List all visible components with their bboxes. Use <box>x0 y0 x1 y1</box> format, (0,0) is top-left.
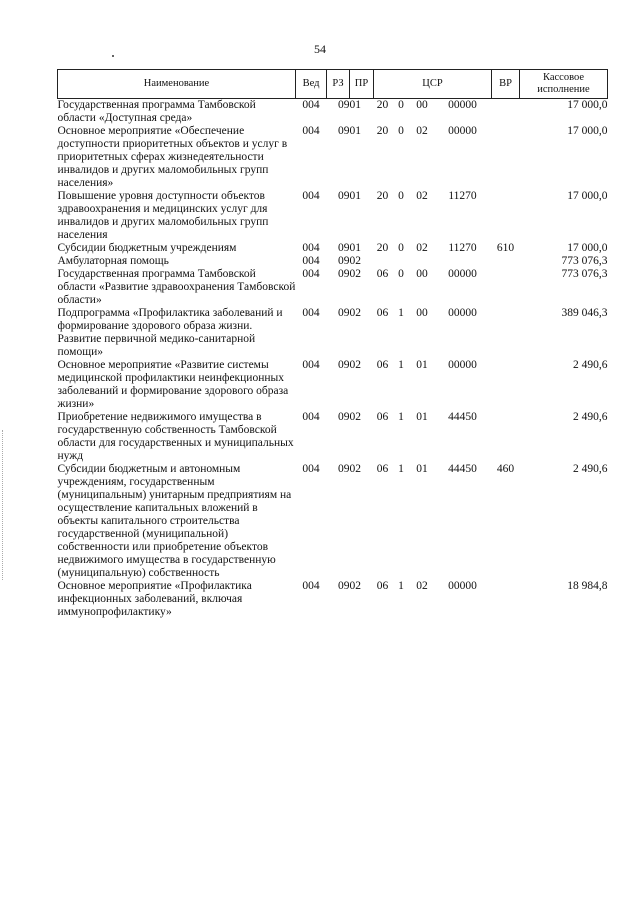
row-vr <box>492 255 520 268</box>
row-csr-subprogram: 1 <box>398 359 404 371</box>
row-vr: 610 <box>496 242 515 254</box>
row-name: Субсидии бюджетным и автономным учреждениям, государственным (муниципальным) унитарным предприятиям на осуществление капитальных вложений в объекты капитального строительства государственной (муниципальной) собственности или приобретение объектов недвижимого имущества в государственную (муниципальную) собственность <box>57 463 292 579</box>
row-ved: 004 <box>302 307 320 319</box>
row-csr-subprogram: 1 <box>398 463 404 475</box>
row-ved: 004 <box>302 359 320 371</box>
row-csr-program: 06 <box>376 307 389 319</box>
row-pr: 02 <box>349 580 361 592</box>
row-csr-direction: 44450 <box>448 463 477 475</box>
row-csr-event: 00 <box>416 99 428 111</box>
header-vr: ВР <box>492 70 520 99</box>
row-csr-event: 00 <box>416 307 428 319</box>
row-name: Государственная программа Тамбовской области «Доступная среда» <box>57 99 256 124</box>
row-csr-event: 02 <box>416 242 428 254</box>
row-rz: 09 <box>338 99 350 111</box>
row-amount: 2 490,6 <box>573 463 608 475</box>
table-row <box>58 242 608 255</box>
row-csr-subprogram: 0 <box>398 242 404 254</box>
header-rz: РЗ <box>327 70 350 99</box>
row-pr: 01 <box>349 242 361 254</box>
row-csr-program: 20 <box>376 99 389 111</box>
row-csr-program: 06 <box>376 580 389 592</box>
row-vr <box>492 411 520 463</box>
row-name: Субсидии бюджетным учреждениям <box>57 242 237 254</box>
row-rz: 09 <box>338 463 350 475</box>
row-rz: 09 <box>338 580 350 592</box>
row-amount: 773 076,3 <box>561 268 608 280</box>
header-amount: Кассовое исполнение <box>520 70 608 99</box>
table-header-row <box>58 70 608 99</box>
row-csr-subprogram: 0 <box>398 125 404 137</box>
scan-speck <box>112 55 114 57</box>
row-pr: 02 <box>349 307 361 319</box>
row-csr-direction: 00000 <box>448 307 477 319</box>
row-csr-subprogram: 1 <box>398 307 404 319</box>
scan-edge-mark <box>2 430 4 580</box>
row-rz: 09 <box>338 359 350 371</box>
row-csr-program: 06 <box>376 268 389 280</box>
header-name: Наименование <box>58 70 296 99</box>
row-name: Основное мероприятие «Обеспечение доступности приоритетных объектов и услуг в приоритетных сферах жизнедеятельности инвалидов и других маломобильных групп населения» <box>57 125 288 189</box>
row-csr-program: 06 <box>376 463 389 475</box>
row-amount: 18 984,8 <box>567 580 608 592</box>
row-rz: 09 <box>338 411 350 423</box>
row-pr: 02 <box>349 255 361 267</box>
row-csr-event: 01 <box>416 463 428 475</box>
row-csr-direction: 00000 <box>448 580 477 592</box>
table-row <box>58 125 608 190</box>
row-pr: 01 <box>349 125 361 137</box>
header-pr: ПР <box>350 70 374 99</box>
row-csr-direction: 44450 <box>448 411 477 423</box>
row-csr-program: 20 <box>376 125 389 137</box>
row-rz: 09 <box>338 125 350 137</box>
row-ved: 004 <box>302 242 320 254</box>
row-csr-subprogram: 1 <box>398 411 404 423</box>
row-name: Основное мероприятие «Развитие системы медицинской профилактики неинфекционных заболеваний и формирование здорового образа жизни» <box>57 359 289 410</box>
row-vr <box>492 190 520 242</box>
row-csr-direction: 00000 <box>448 268 477 280</box>
table-row <box>58 411 608 463</box>
row-csr-event: 02 <box>416 580 428 592</box>
row-csr-event: 02 <box>416 190 428 202</box>
row-ved: 004 <box>302 125 320 137</box>
row-csr-event: 01 <box>416 359 428 371</box>
row-csr-program <box>374 255 392 268</box>
row-amount: 2 490,6 <box>573 359 608 371</box>
row-vr <box>492 580 520 619</box>
row-csr-subprogram: 1 <box>398 580 404 592</box>
table-row <box>58 99 608 126</box>
row-amount: 17 000,0 <box>567 125 608 137</box>
table-row <box>58 307 608 359</box>
row-csr-event: 01 <box>416 411 428 423</box>
table-row <box>58 359 608 411</box>
row-name: Государственная программа Тамбовской области «Развитие здравоохранения Тамбовской области» <box>57 268 296 306</box>
row-amount: 17 000,0 <box>567 99 608 111</box>
table-row <box>58 463 608 580</box>
row-csr-program: 06 <box>376 359 389 371</box>
row-name: Подпрограмма «Профилактика заболеваний и формирование здорового образа жизни. Развитие первичной медико-санитарной помощи» <box>57 307 283 358</box>
row-rz: 09 <box>338 255 350 267</box>
row-pr: 01 <box>349 190 361 202</box>
row-name: Повышение уровня доступности объектов здравоохранения и медицинских услуг для инвалидов и других маломобильных групп населения <box>57 190 269 241</box>
table-row <box>58 268 608 307</box>
row-amount: 2 490,6 <box>573 411 608 423</box>
row-pr: 02 <box>349 268 361 280</box>
row-rz: 09 <box>338 190 350 202</box>
row-csr-subprogram: 0 <box>398 268 404 280</box>
row-amount: 17 000,0 <box>567 190 608 202</box>
header-csr: ЦСР <box>374 70 492 99</box>
row-amount: 17 000,0 <box>567 242 608 254</box>
budget-table <box>57 69 608 619</box>
header-ved: Вед <box>296 70 327 99</box>
row-ved: 004 <box>302 99 320 111</box>
row-csr-event <box>411 255 434 268</box>
row-name: Приобретение недвижимого имущества в государственную собственность Тамбовской области для государственных и муниципальных нужд <box>57 411 294 462</box>
row-amount: 773 076,3 <box>561 255 608 267</box>
row-vr <box>492 307 520 359</box>
row-vr <box>492 99 520 126</box>
row-csr-subprogram: 0 <box>398 99 404 111</box>
row-pr: 02 <box>349 411 361 423</box>
row-csr-event: 02 <box>416 125 428 137</box>
row-vr: 460 <box>496 463 515 475</box>
row-csr-direction: 00000 <box>448 125 477 137</box>
row-ved: 004 <box>302 463 320 475</box>
page-number: 54 <box>314 42 326 56</box>
row-ved: 004 <box>302 255 320 267</box>
row-vr <box>492 268 520 307</box>
row-vr <box>492 359 520 411</box>
row-name: Амбулаторная помощь <box>57 255 169 267</box>
table-row <box>58 255 608 268</box>
row-csr-program: 20 <box>376 242 389 254</box>
row-csr-event: 00 <box>416 268 428 280</box>
row-csr-direction: 11270 <box>448 190 477 202</box>
row-csr-subprogram <box>392 255 411 268</box>
row-csr-program: 06 <box>376 411 389 423</box>
row-ved: 004 <box>302 580 320 592</box>
row-amount: 389 046,3 <box>561 307 608 319</box>
table-row <box>58 190 608 242</box>
row-csr-direction: 11270 <box>448 242 477 254</box>
row-csr-direction <box>434 255 492 268</box>
row-rz: 09 <box>338 268 350 280</box>
row-csr-direction: 00000 <box>448 359 477 371</box>
row-rz: 09 <box>338 307 350 319</box>
row-pr: 02 <box>349 359 361 371</box>
row-csr-subprogram: 0 <box>398 190 404 202</box>
row-ved: 004 <box>302 190 320 202</box>
row-vr <box>492 125 520 190</box>
row-pr: 02 <box>349 463 361 475</box>
row-ved: 004 <box>302 268 320 280</box>
row-name: Основное мероприятие «Профилактика инфекционных заболеваний, включая иммунопрофилактику» <box>57 580 252 618</box>
table-row <box>58 580 608 619</box>
row-pr: 01 <box>349 99 361 111</box>
table-body <box>58 99 608 620</box>
row-rz: 09 <box>338 242 350 254</box>
row-ved: 004 <box>302 411 320 423</box>
row-csr-direction: 00000 <box>448 99 477 111</box>
row-csr-program: 20 <box>376 190 389 202</box>
